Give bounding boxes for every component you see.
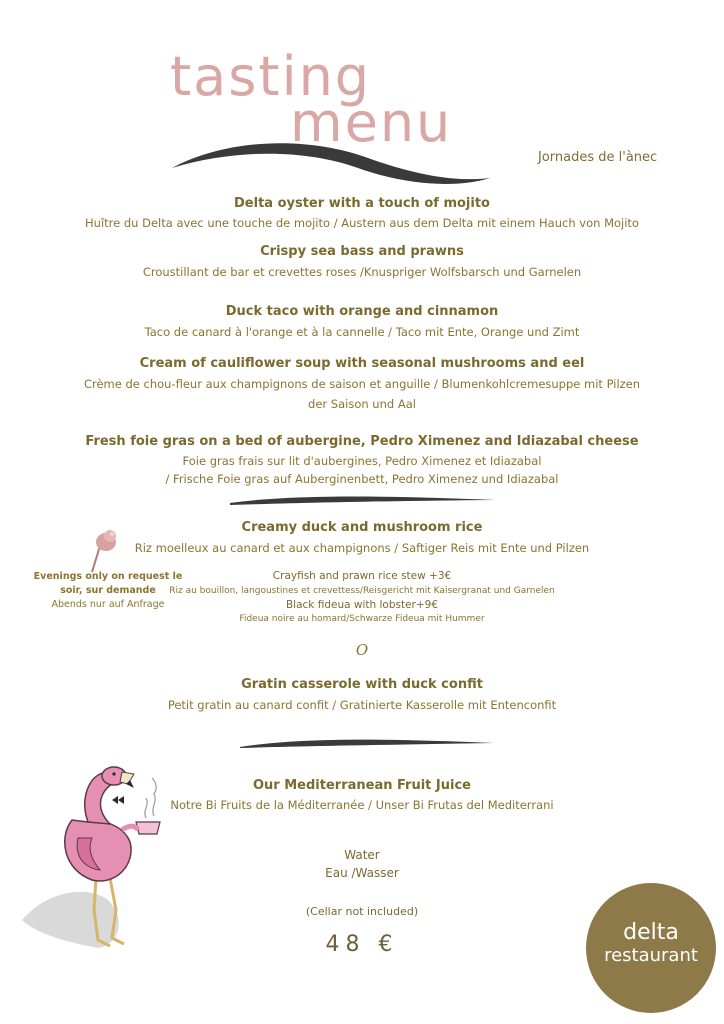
dessert-translation: Petit gratin au canard confit / Gratinierte Kasserolle mit Entenconfit: [167, 698, 557, 712]
title-line-2: menu: [290, 91, 453, 154]
course-4-translation-line-2: der Saison und Aal: [308, 397, 416, 411]
course-2-translation: Croustillant de bar et crevettes roses /Knuspriger Wolfsbarsch und Garnelen: [142, 265, 582, 279]
divider-swoosh-1: [228, 493, 498, 511]
juice-translation: Notre Bi Fruits de la Méditerranée / Unser Bi Frutas del Mediterrani: [170, 798, 554, 812]
extra-1-name: Crayfish and prawn rice stew +3€: [272, 570, 452, 582]
side-note-line-1: Evenings only on request le: [33, 571, 183, 582]
water-name: Water: [344, 848, 380, 862]
subtitle: Jornades de l'ànec: [538, 150, 658, 165]
or-symbol: O: [355, 641, 369, 659]
course-4-translation-line-1: Crème de chou-fleur aux champignons de saison et anguille / Blumenkohlcremesuppe mit Pilzen: [83, 377, 641, 391]
extra-2-translation: Fideua noire au homard/Schwarze Fideua mit Hummer: [239, 614, 485, 624]
badge-line-2: restaurant: [604, 945, 698, 966]
course-1-translation: Huître du Delta avec une touche de mojito / Austern aus dem Delta mit einem Hauch von Mojito: [85, 216, 639, 230]
extra-1-translation: Riz au bouillon, langoustines et crevettess/Reisgericht mit Kaisergranat und Garnelen: [169, 586, 555, 596]
course-5-name: Fresh foie gras on a bed of aubergine, Pedro Ximenez and Idiazabal cheese: [85, 434, 639, 449]
course-1-name: Delta oyster with a touch of mojito: [234, 196, 490, 211]
cellar-note: (Cellar not included): [305, 905, 419, 918]
title-swoosh: [168, 130, 498, 192]
course-3-translation: Taco de canard à l'orange et à la cannelle / Taco mit Ente, Orange und Zimt: [144, 325, 580, 339]
title-line-1: tasting: [170, 45, 372, 108]
divider-swoosh-2: [238, 735, 496, 753]
course-3-name: Duck taco with orange and cinnamon: [225, 304, 499, 319]
extra-2-name: Black fideua with lobster+9€: [285, 599, 439, 611]
badge-line-1: delta: [623, 920, 679, 945]
dessert-name: Gratin casserole with duck confit: [241, 677, 483, 692]
water-translation: Eau /Wasser: [325, 866, 399, 880]
price: 48 €: [325, 932, 399, 957]
side-note-line-2: soir, sur demande: [60, 585, 156, 596]
juice-name: Our Mediterranean Fruit Juice: [253, 778, 471, 793]
course-5-translation-line-2: / Frische Foie gras auf Auberginenbett, Pedro Ximenez und Idiazabal: [165, 472, 559, 486]
course-5-translation-line-1: Foie gras frais sur lit d'aubergines, Pedro Ximenez et Idiazabal: [182, 454, 542, 468]
course-4-name: Cream of cauliflower soup with seasonal mushrooms and eel: [139, 356, 585, 371]
course-2-name: Crispy sea bass and prawns: [260, 244, 464, 259]
flamingo-illustration: [18, 760, 186, 952]
course-6-name: Creamy duck and mushroom rice: [241, 520, 483, 535]
restaurant-badge: [586, 883, 716, 1013]
side-note-line-3: Abends nur auf Anfrage: [51, 599, 165, 610]
course-6-translation: Riz moelleux au canard et aux champignons / Saftiger Reis mit Ente und Pilzen: [134, 541, 590, 555]
